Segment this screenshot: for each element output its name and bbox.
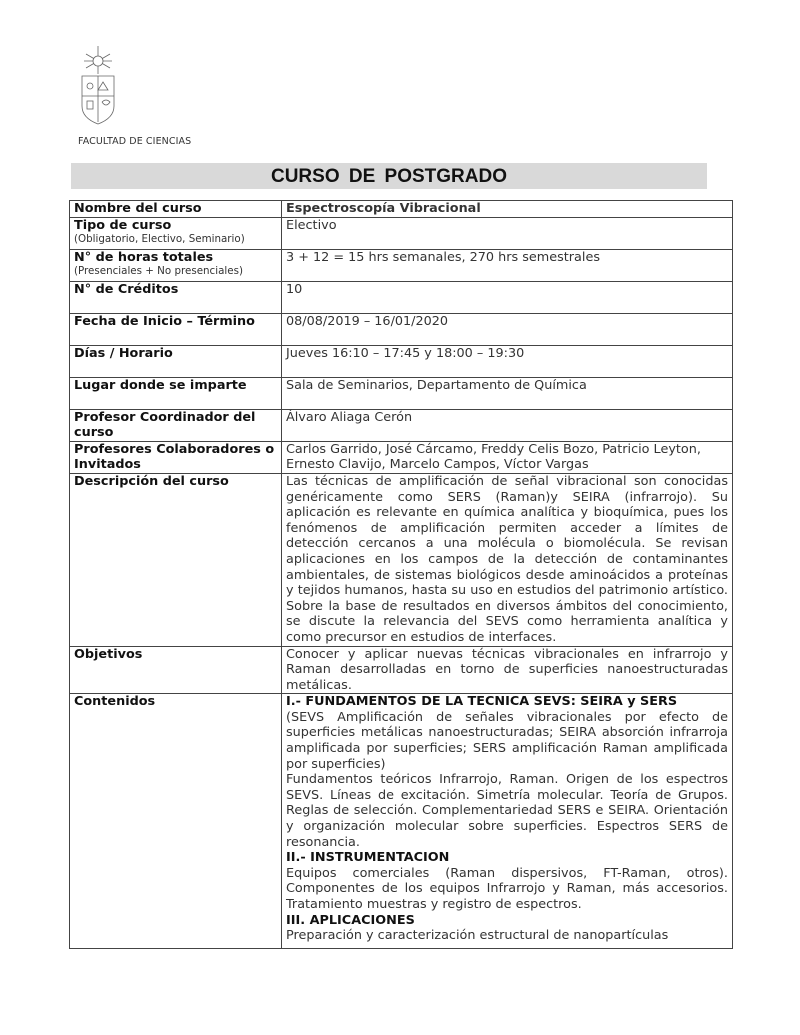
- document-title: CURSO DE POSTGRADO: [71, 163, 707, 189]
- label-tipo-text: Tipo de curso: [74, 217, 172, 233]
- table-row: [70, 217, 733, 249]
- value-contenidos: [282, 694, 733, 949]
- value-nombre: Espectroscopía Vibracional: [282, 201, 733, 218]
- label-colaboradores: Profesores Colaboradores o Invitados: [70, 441, 282, 473]
- section-3-paragraph-1: Preparación y caracterización estructural de nanopartículas: [286, 928, 669, 944]
- table-row: [70, 313, 733, 345]
- table-row: [70, 473, 733, 646]
- value-horario: Jueves 16:10 – 17:45 y 18:00 – 19:30: [282, 345, 733, 377]
- value-horas: 3 + 12 = 15 hrs semanales, 270 hrs semestrales: [282, 249, 733, 281]
- value-objetivos: Conocer y aplicar nuevas técnicas vibracionales en infrarrojo y Raman desarrolladas en torno de superficies nanoestructuradas metálicas.: [282, 646, 733, 694]
- label-creditos: N° de Créditos: [70, 281, 282, 313]
- label-objetivos: Objetivos: [70, 646, 282, 694]
- label-lugar: Lugar donde se imparte: [70, 377, 282, 409]
- table-row: [70, 281, 733, 313]
- label-fecha: Fecha de Inicio – Término: [70, 313, 282, 345]
- value-descripcion: Las técnicas de amplificación de señal vibracional son conocidas genéricamente como SERS (Raman)y SEIRA (infrarrojo). Su aplicación es relevante en química analítica y bioquímica, pues los fenómenos de amplificación permiten acceder a límites de detección cercanos a una molécula o biomolécula. Se revisan aplicaciones en los campos de la detección de contaminantes ambientales, de sistemas biológicos desde aminoácidos a proteínas y tejidos humanos, hasta su uso en estudios del patrimonio artístico. Sobre la base de resultados en diversos ámbitos del conocimiento, se discute la relevancia del SEVS como herramienta analítica y como precursor en estudios de interfaces.: [282, 473, 733, 646]
- table-row: [70, 694, 733, 949]
- table-row: [70, 409, 733, 441]
- table-row: [70, 646, 733, 694]
- label-descripcion: Descripción del curso: [70, 473, 282, 646]
- value-colaboradores: Carlos Garrido, José Cárcamo, Freddy Celis Bozo, Patricio Leyton, Ernesto Clavijo, Marcelo Campos, Víctor Vargas: [282, 441, 733, 473]
- section-2-paragraph-1: Equipos comerciales (Raman dispersivos, FT-Raman, otros). Componentes de los equipos Infrarrojo y Raman, más accesorios. Tratamiento muestras y registro de espectros.: [286, 865, 728, 912]
- label-horas-sub: (Presenciales + No presenciales): [74, 265, 243, 278]
- section-1-paragraph-1: (SEVS Amplificación de señales vibracionales por efecto de superficies metálicas nanoestructuradas; SEIRA absorción infrarroja amplificada por superficies; SERS amplificación Raman amplificada por superficies): [286, 709, 728, 772]
- table-row: [70, 377, 733, 409]
- university-crest-logo: [76, 44, 120, 126]
- table-row: [70, 345, 733, 377]
- label-horario: Días / Horario: [70, 345, 282, 377]
- label-horas: [70, 249, 282, 281]
- section-1-paragraph-2: Fundamentos teóricos Infrarrojo, Raman. Origen de los espectros SEVS. Líneas de excitación. Simetría molecular. Teoría de Grupos. Reglas de selección. Complementariedad SERS e SEIRA. Orientación y organización molecular sobre superficies. Espectros SERS de resonancia.: [286, 772, 728, 850]
- section-1-title: I.- FUNDAMENTOS DE LA TECNICA SEVS: SEIRA y SERS: [286, 694, 678, 710]
- label-tipo: [70, 217, 282, 249]
- label-coordinador: Profesor Coordinador del curso: [70, 409, 282, 441]
- label-nombre: Nombre del curso: [70, 201, 282, 218]
- faculty-name: FACULTAD DE CIENCIAS: [78, 136, 192, 147]
- table-row: [70, 201, 733, 218]
- label-horas-text: N° de horas totales: [74, 249, 214, 265]
- section-2-title: II.- INSTRUMENTACION: [286, 850, 450, 866]
- value-lugar: Sala de Seminarios, Departamento de Química: [282, 377, 733, 409]
- value-creditos: 10: [282, 281, 733, 313]
- table-row: [70, 441, 733, 473]
- value-fecha: 08/08/2019 – 16/01/2020: [282, 313, 733, 345]
- section-3-title: III. APLICACIONES: [286, 912, 415, 928]
- label-contenidos: Contenidos: [70, 694, 282, 949]
- value-tipo: Electivo: [282, 217, 733, 249]
- value-coordinador: Álvaro Aliaga Cerón: [282, 409, 733, 441]
- label-tipo-sub: (Obligatorio, Electivo, Seminario): [74, 233, 245, 246]
- table-row: [70, 249, 733, 281]
- course-info-table: [69, 200, 733, 949]
